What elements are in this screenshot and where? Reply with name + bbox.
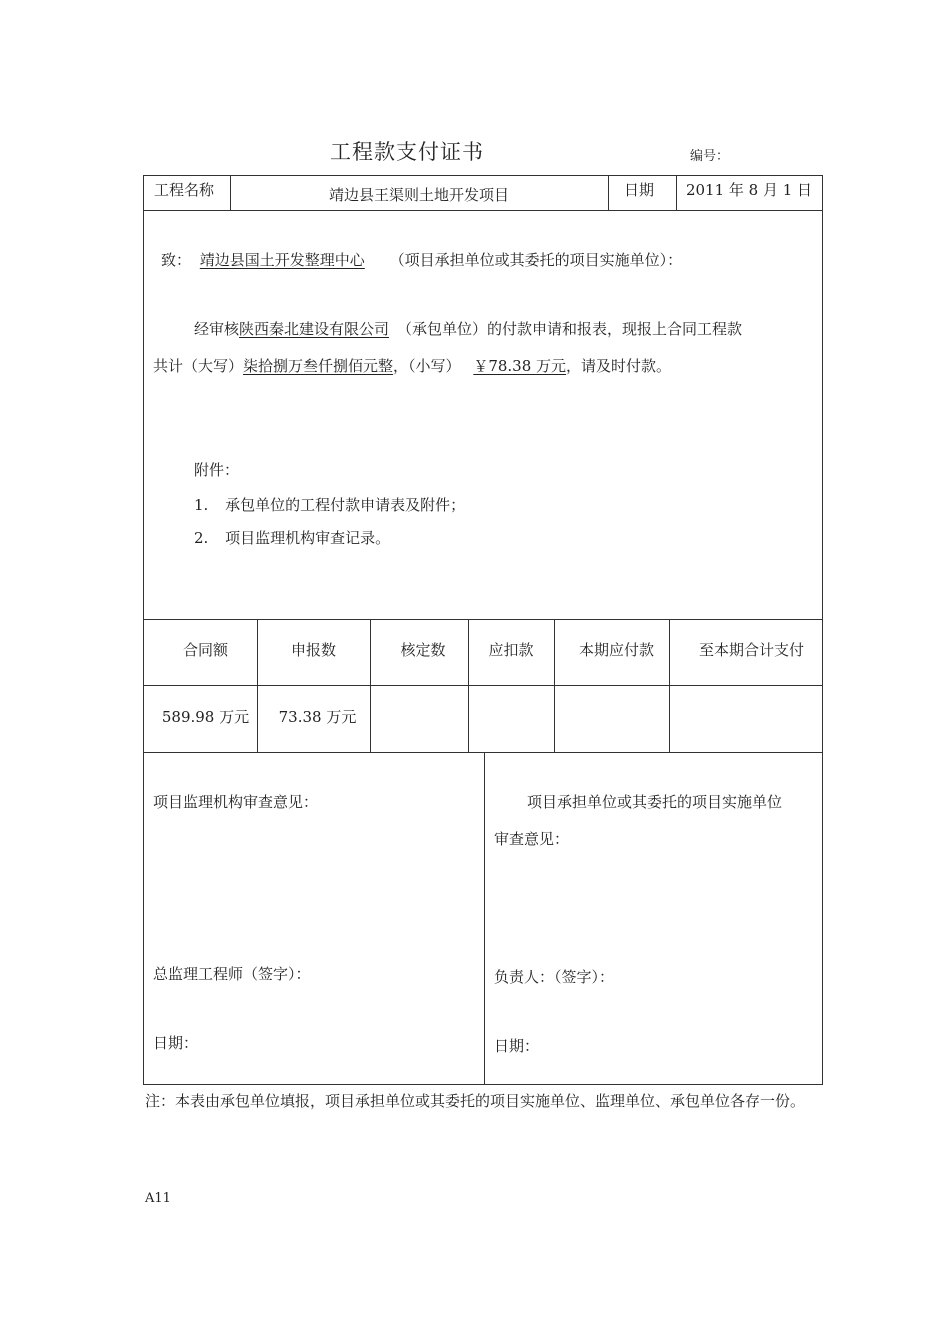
attachment-text: 承包单位的工程付款申请表及附件； [225,496,466,514]
project-name-label: 工程名称 [154,181,215,199]
project-name-value: 靖边县王渠则土地开发项目 [328,186,509,204]
review-suffix: （承包单位）的付款申请和报表，现报上合同工程款 [397,320,743,338]
attachment-text: 项目监理机构审查记录。 [225,529,391,547]
letter-recipient-line [161,250,682,270]
amount-lower-prefix: ，（小写） [393,357,461,375]
amount-upper-prefix: 共计（大写） [153,357,244,375]
form-code: A11 [145,1191,171,1206]
divider [484,752,485,1084]
date-label: 日期 [624,181,655,199]
letter-line-2 [153,356,671,376]
supervisor-date-label: 日期： [153,1034,199,1052]
divider [257,619,258,752]
divider [468,619,469,752]
serial-number-label: 编号： [690,149,730,164]
attachment-number: 2. [194,529,209,547]
attachments-label: 附件： [194,461,240,479]
divider [144,752,822,753]
table-value-cell: 589.98 万元 [161,708,250,726]
divider [669,619,670,752]
payment-request: ，请及时付款。 [566,357,672,375]
table-header-cell: 申报数 [290,641,336,659]
table-header-cell: 本期应付款 [578,641,654,659]
implementing-unit-review-title: 项目承担单位或其委托的项目实施单位 [527,793,783,811]
amount-in-words: 柒拾捌万叁仟捌佰元整 [243,357,394,375]
table-value-cell: 73.38 万元 [278,708,357,726]
supervisor-review-title: 项目监理机构审查意见： [153,793,319,811]
table-header-cell: 合同额 [182,641,228,659]
divider [370,619,371,752]
implementing-unit-date-label: 日期： [494,1037,540,1055]
recipient-org: 靖边县国土开发整理中心 [199,251,365,269]
divider [144,685,822,686]
amount-in-figures: ￥78.38 万元 [473,357,567,375]
attachment-number: 1. [194,496,209,514]
contractor-name: 陕西秦北建设有限公司 [239,320,390,338]
attachment-item [194,528,390,548]
chief-engineer-signature-label: 总监理工程师（签字）： [153,965,311,983]
divider [608,176,609,210]
form-note: 注：本表由承包单位填报，项目承担单位或其委托的项目实施单位、监理单位、承包单位各存一份。 [145,1092,806,1110]
payment-certificate-form [143,175,823,1085]
table-header-cell: 核定数 [400,641,446,659]
recipient-prefix: 致： [161,251,192,269]
divider [144,619,822,620]
review-prefix: 经审核 [194,320,240,338]
letter-line-1 [194,319,742,339]
divider [554,619,555,752]
recipient-suffix: （项目承担单位或其委托的项目实施单位）： [389,251,683,269]
divider [144,210,822,211]
date-value: 2011 年 8 月 1 日 [685,181,813,199]
table-header-cell: 至本期合计支付 [698,641,804,659]
page-title: 工程款支付证书 [330,140,484,164]
responsible-person-signature-label: 负责人：（签字）： [494,968,615,986]
implementing-unit-review-title-cont: 审查意见： [494,830,570,848]
table-header-cell: 应扣款 [488,641,534,659]
attachment-item [194,495,465,515]
